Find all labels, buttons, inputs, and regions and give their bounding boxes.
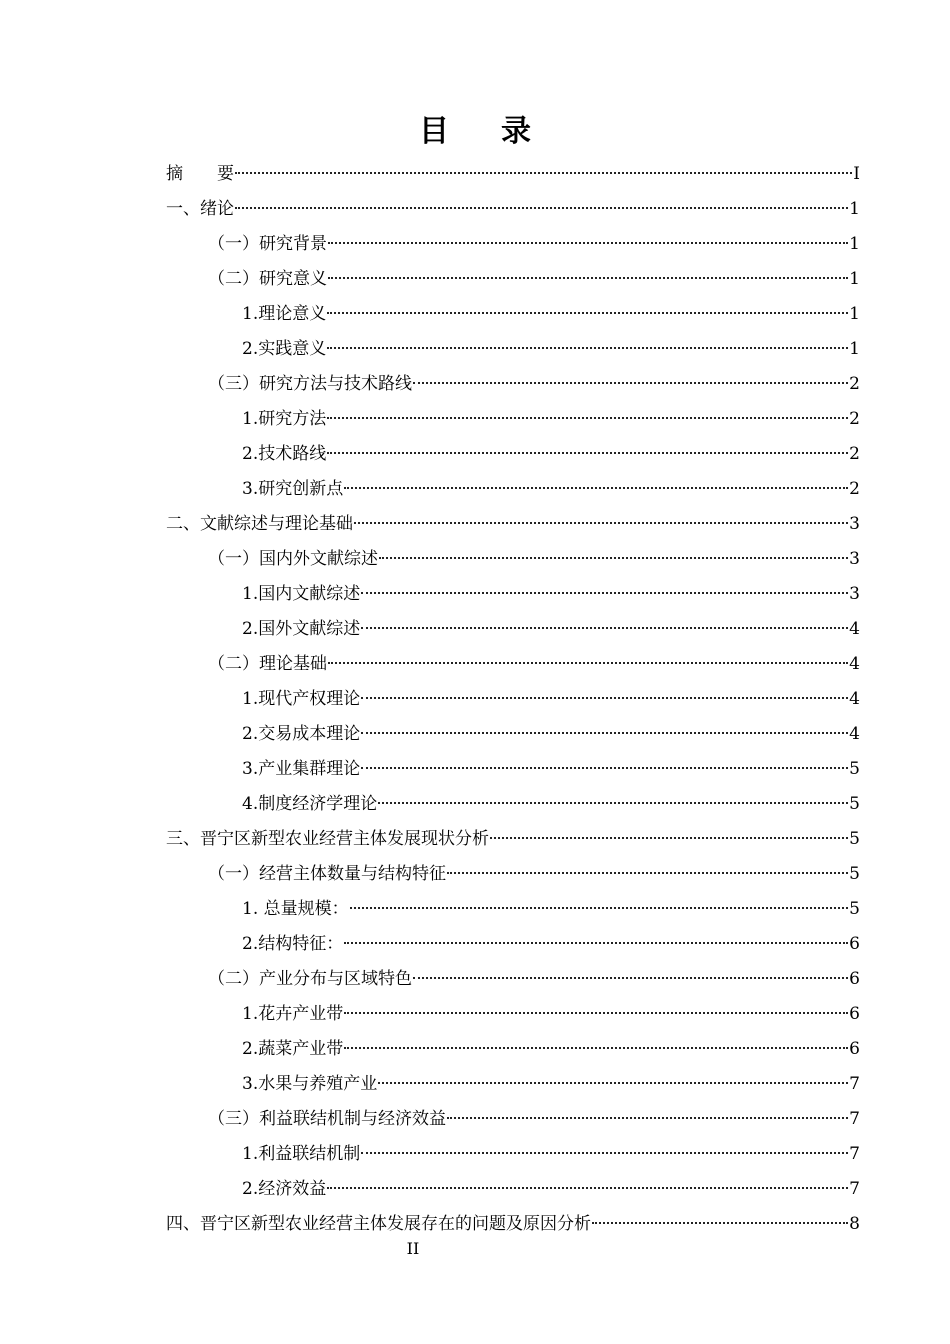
dot-leader [361, 1152, 848, 1154]
toc-entry-label: 1.研究方法 [242, 409, 327, 429]
page-title: 目录 [419, 114, 583, 149]
footer-page-number: II [406, 1239, 420, 1258]
toc-entry[interactable] [166, 402, 860, 437]
toc-entry[interactable] [166, 962, 860, 997]
toc-entry[interactable] [166, 1207, 860, 1242]
toc-entry-label: （二）研究意义 [208, 269, 327, 289]
toc-entry[interactable] [166, 472, 860, 507]
toc-entry-page-number: 1 [849, 199, 860, 219]
dot-leader [361, 732, 848, 734]
toc-entry-page-number: 4 [849, 654, 860, 674]
toc-entry-page-number: I [853, 164, 860, 184]
toc-entry-page-number: 7 [849, 1109, 860, 1129]
toc-entry-label: 2.结构特征： [242, 934, 344, 954]
toc-entry-page-number: 1 [849, 304, 860, 324]
toc-entry[interactable] [166, 682, 860, 717]
toc-entry[interactable] [166, 262, 860, 297]
toc-entry-page-number: 2 [849, 479, 860, 499]
toc-entry[interactable] [166, 1032, 860, 1067]
dot-leader [327, 1187, 848, 1189]
dot-leader [328, 242, 848, 244]
toc-entry[interactable] [166, 927, 860, 962]
toc-entry[interactable] [166, 647, 860, 682]
dot-leader [327, 312, 848, 314]
toc-entry[interactable] [166, 227, 860, 262]
dot-leader [379, 557, 848, 559]
toc-entry[interactable] [166, 507, 860, 542]
toc-entry[interactable] [166, 437, 860, 472]
toc-entry-page-number: 6 [849, 1039, 860, 1059]
dot-leader [378, 802, 848, 804]
toc-entry-page-number: 7 [849, 1074, 860, 1094]
dot-leader [344, 1012, 848, 1014]
toc-entry-page-number: 6 [849, 1004, 860, 1024]
toc-entry-page-number: 5 [849, 794, 860, 814]
toc-entry-label: 二、文献综述与理论基础 [166, 514, 353, 534]
toc-entry-label: 一、绪论 [166, 199, 234, 219]
toc-entry[interactable] [166, 787, 860, 822]
toc-entry-page-number: 2 [849, 374, 860, 394]
dot-leader [361, 697, 848, 699]
toc-entry-label: （三）利益联结机制与经济效益 [208, 1109, 446, 1129]
toc-entry-label: 3.产业集群理论 [242, 759, 361, 779]
toc-entry-label: 3.研究创新点 [242, 479, 344, 499]
toc-entry-label: 1.理论意义 [242, 304, 327, 324]
toc-entry-page-number: 4 [849, 689, 860, 709]
toc-entry[interactable] [166, 1067, 860, 1102]
toc-entry[interactable] [166, 892, 860, 927]
toc-entry[interactable] [166, 192, 860, 227]
dot-leader [328, 277, 848, 279]
toc-entry-page-number: 3 [849, 584, 860, 604]
toc-entry[interactable] [166, 997, 860, 1032]
toc-entry-page-number: 2 [849, 409, 860, 429]
toc-entry-label: （二）产业分布与区域特色 [208, 969, 412, 989]
toc-entry[interactable] [166, 717, 860, 752]
toc-entry-label: 3.水果与养殖产业 [242, 1074, 378, 1094]
toc-entry-label: （一）国内外文献综述 [208, 549, 378, 569]
toc-entry-page-number: 6 [849, 969, 860, 989]
toc-entry[interactable] [166, 332, 860, 367]
toc-entry-page-number: 5 [849, 899, 860, 919]
table-of-contents [166, 157, 860, 1242]
toc-entry-page-number: 5 [849, 759, 860, 779]
toc-entry-page-number: 6 [849, 934, 860, 954]
dot-leader [447, 872, 848, 874]
dot-leader [413, 382, 848, 384]
dot-leader [235, 172, 852, 174]
toc-entry-label: 2.蔬菜产业带 [242, 1039, 344, 1059]
toc-entry-label: 三、晋宁区新型农业经营主体发展现状分析 [166, 829, 489, 849]
toc-entry[interactable] [166, 1172, 860, 1207]
dot-leader [327, 452, 848, 454]
dot-leader [354, 522, 848, 524]
dot-leader [592, 1222, 848, 1224]
dot-leader [490, 837, 848, 839]
toc-entry[interactable] [166, 577, 860, 612]
dot-leader [344, 1047, 848, 1049]
dot-leader [413, 977, 848, 979]
toc-entry-label: （三）研究方法与技术路线 [208, 374, 412, 394]
toc-entry-page-number: 1 [849, 269, 860, 289]
toc-entry-label: 2.交易成本理论 [242, 724, 361, 744]
toc-entry-label: 2.技术路线 [242, 444, 327, 464]
toc-entry-label: 1. 总量规模： [242, 899, 349, 919]
toc-entry-page-number: 4 [849, 619, 860, 639]
toc-entry-label: 4.制度经济学理论 [242, 794, 378, 814]
toc-entry[interactable] [166, 297, 860, 332]
dot-leader [361, 767, 848, 769]
dot-leader [327, 417, 848, 419]
toc-entry[interactable] [166, 367, 860, 402]
dot-leader [344, 942, 848, 944]
toc-entry[interactable] [166, 612, 860, 647]
toc-entry-page-number: 5 [849, 829, 860, 849]
dot-leader [361, 627, 848, 629]
toc-entry-page-number: 1 [849, 234, 860, 254]
dot-leader [328, 662, 848, 664]
toc-entry-label: 1.现代产权理论 [242, 689, 361, 709]
dot-leader [327, 347, 848, 349]
toc-entry-label: 2.经济效益 [242, 1179, 327, 1199]
dot-leader [378, 1082, 848, 1084]
toc-entry[interactable] [166, 1137, 860, 1172]
toc-entry[interactable] [166, 822, 860, 857]
toc-entry-label: （一）研究背景 [208, 234, 327, 254]
dot-leader [235, 207, 848, 209]
toc-entry-page-number: 3 [849, 514, 860, 534]
toc-entry-page-number: 7 [849, 1144, 860, 1164]
toc-entry-page-number: 4 [849, 724, 860, 744]
toc-entry[interactable] [166, 542, 860, 577]
toc-entry-page-number: 3 [849, 549, 860, 569]
toc-entry[interactable] [166, 157, 860, 192]
toc-entry-label: （一）经营主体数量与结构特征 [208, 864, 446, 884]
toc-entry-label: 2.国外文献综述 [242, 619, 361, 639]
toc-entry-label: 摘 要 [166, 164, 234, 184]
toc-entry-label: 1.花卉产业带 [242, 1004, 344, 1024]
toc-entry[interactable] [166, 857, 860, 892]
toc-entry-page-number: 5 [849, 864, 860, 884]
dot-leader [344, 487, 848, 489]
toc-entry-page-number: 2 [849, 444, 860, 464]
dot-leader [350, 907, 849, 909]
toc-entry-page-number: 8 [849, 1214, 860, 1234]
toc-entry-label: 1.利益联结机制 [242, 1144, 361, 1164]
toc-entry-label: （二）理论基础 [208, 654, 327, 674]
toc-entry-page-number: 1 [849, 339, 860, 359]
toc-entry-label: 四、晋宁区新型农业经营主体发展存在的问题及原因分析 [166, 1214, 591, 1234]
toc-entry-label: 2.实践意义 [242, 339, 327, 359]
dot-leader [361, 592, 848, 594]
toc-entry[interactable] [166, 1102, 860, 1137]
toc-entry-page-number: 7 [849, 1179, 860, 1199]
toc-entry[interactable] [166, 752, 860, 787]
toc-entry-label: 1.国内文献综述 [242, 584, 361, 604]
dot-leader [447, 1117, 848, 1119]
